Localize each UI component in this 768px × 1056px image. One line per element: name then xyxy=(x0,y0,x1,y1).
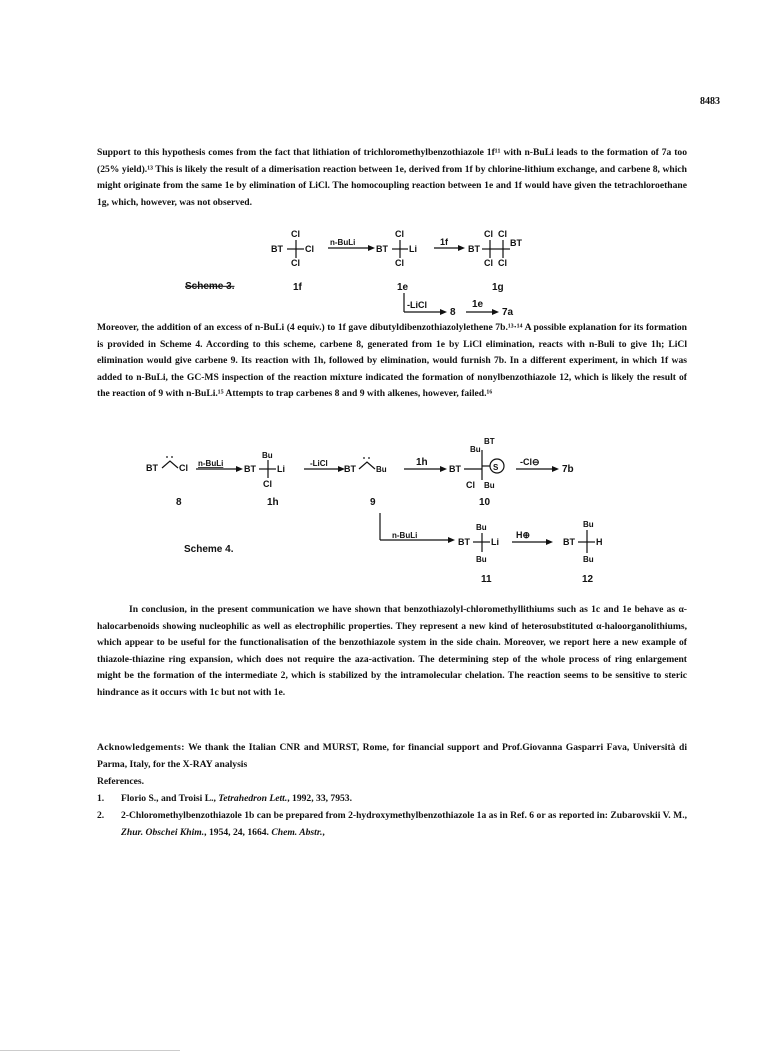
reference-text: Florio S., and Troisi L., Tetrahedron Lett., 1992, 33, 7953. xyxy=(121,793,352,804)
atom-li: Li xyxy=(491,537,499,547)
atom-h: H xyxy=(596,537,603,547)
reference-number: 1. xyxy=(97,793,105,804)
atom-cl: Cl xyxy=(466,480,475,490)
atom-cl: Cl xyxy=(498,258,507,268)
atom-cl: Cl xyxy=(291,229,300,239)
reference-2 xyxy=(97,808,687,842)
atom-cl: Cl xyxy=(484,258,493,268)
atom-cl: Cl xyxy=(395,229,404,239)
label-7b: 7b xyxy=(562,464,574,475)
atom-bt: BT xyxy=(344,464,356,474)
atom-cl: Cl xyxy=(179,463,188,473)
label-11: 11 xyxy=(481,574,492,585)
group-bu: Bu xyxy=(376,465,387,474)
atom-bt: BT xyxy=(244,464,256,474)
acknowledgements-text: We thank the Italian CNR and MURST, Rome, for financial support and Prof.Giovanna Gasparri Fava, Università di Parma, Italy, for the X-RAY analysis xyxy=(97,742,687,770)
bottom-rule xyxy=(0,1050,180,1051)
group-bu: Bu xyxy=(470,445,481,454)
reference-1 xyxy=(97,791,687,808)
label-1f: 1f xyxy=(293,282,302,293)
arrow-h-plus xyxy=(512,530,553,545)
atom-cl: Cl xyxy=(484,229,493,239)
arrow-n-buli xyxy=(196,459,243,472)
atom-cl: Cl xyxy=(263,479,272,489)
label-10: 10 xyxy=(479,497,491,508)
group-bu: Bu xyxy=(476,523,487,532)
label-8: 8 xyxy=(176,497,182,508)
acknowledgements xyxy=(97,740,687,773)
arrow-label: 1f xyxy=(440,237,449,247)
atom-bt: BT xyxy=(271,244,283,254)
label-1h: 1h xyxy=(267,497,279,508)
compound-9 xyxy=(344,457,387,508)
branch-label: n-BuLi xyxy=(392,531,418,540)
label-9: 9 xyxy=(370,497,376,508)
paragraph-hypothesis: Support to this hypothesis comes from the fact that lithiation of trichloromethylbenzothiazole 1f¹¹ with n-BuLi leads to the formation of 7a too (25% yield).¹³ This is likely the result of a dimerisation reaction between 1e, derived from 1f by chlorine-lithium exchange, and carbene 8, which might originate from the same 1e by elimination of LiCl. The homocoupling reaction between 1e and 1f would have given the tetrachloroethane 1g, which, however, was not observed. xyxy=(97,147,687,208)
group-bu: Bu xyxy=(476,555,487,564)
label-1g: 1g xyxy=(492,282,504,293)
arrow-label: H⊕ xyxy=(516,530,531,540)
atom-s: S xyxy=(493,463,499,472)
group-bu: Bu xyxy=(583,520,594,529)
arrow-label: 1h xyxy=(416,457,428,468)
label-8: 8 xyxy=(450,307,456,318)
group-bu: Bu xyxy=(262,451,273,460)
atom-bt: BT xyxy=(468,244,480,254)
atom-bt: BT xyxy=(458,537,470,547)
atom-cl: Cl xyxy=(291,258,300,268)
atom-cl: Cl xyxy=(498,229,507,239)
page-number: 8483 xyxy=(700,96,720,107)
arrow-label: -LiCl xyxy=(310,459,328,468)
atom-bt: BT xyxy=(510,238,522,248)
reference-text: 2-Chloromethylbenzothiazole 1b can be prepared from 2-hydroxymethylbenzothiazole 1a as in Ref. 6 or as reported in: Zubarovskii V. M., Zhur. Obschei Khim., 1954, 24, 1664. Chem. Abstr., xyxy=(121,810,687,838)
arrow-label: 1e xyxy=(472,299,484,310)
compound-11 xyxy=(458,523,499,585)
arrow-label: -Cl⊖ xyxy=(520,457,540,467)
group-bu: Bu xyxy=(583,555,594,564)
reference-number: 2. xyxy=(97,810,105,821)
branch-label: -LiCl xyxy=(407,300,427,310)
group-bu: Bu xyxy=(484,481,495,490)
scheme-3-label: Scheme 3. xyxy=(185,281,235,292)
compound-8 xyxy=(146,456,188,508)
paragraph-moreover: Moreover, the addition of an excess of n-BuLi (4 equiv.) to 1f gave dibutyldibenzothiazolylethene 7b.¹³·¹⁴ A possible explanation for its formation is provided in Scheme 4. According to this scheme, carbene 8, generated from 1e by LiCl elimination, reacts with n-Buli to give 1h; LiCl elimination would give carbene 9. Its reaction with 1h, followed by elimination, would furnish 7b. In a different experiment, in which 1f was added to n-BuLi, the GC-MS inspection of the reaction mixture indicated the formation of nonylbenzothiazole 12, which is likely the result of the reaction of 9 with n-BuLi.¹⁵ Attempts to trap carbenes 8 and 9 with alkenes, however, failed.¹⁶ xyxy=(97,322,687,400)
label-12: 12 xyxy=(582,574,594,585)
paragraph-conclusion: In conclusion, in the present communication we have shown that benzothiazolyl-chloromethyllithiums such as 1c and 1e behave as α-halocarbenoids showing nucleophilic as well as electrophilic properties. They represent a new kind of heterosubstituted α-haloorganolithiums, which appear to be useful for the functionalisation of the benzothiazole system in the side chain. Moreover, we report here a new example of thiazole-thiazine ring expansion, which does not require the aza-activation. The determining step of the whole process of ring enlargement might be the formation of the intermediate 2, which is stabilized by the intramolecular chelation. The reaction seems to be sensitive to steric hindrance as it occurs with 1c but not with 1e. xyxy=(97,604,687,698)
atom-cl: Cl xyxy=(395,258,404,268)
branch-n-buli xyxy=(380,513,455,543)
atom-bt: BT xyxy=(563,537,575,547)
arrow-label: n-BuLi xyxy=(198,459,224,468)
acknowledgements-heading: Acknowledgements: xyxy=(97,742,185,753)
atom-li: Li xyxy=(277,464,285,474)
label-1e: 1e xyxy=(397,282,409,293)
arrow-1h xyxy=(404,457,447,472)
atom-bt: BT xyxy=(376,244,388,254)
compound-10 xyxy=(449,437,504,508)
compound-1h xyxy=(244,451,285,508)
scheme-4-label: Scheme 4. xyxy=(184,544,234,555)
arrow-cl-minus xyxy=(516,457,574,475)
atom-cl: Cl xyxy=(305,244,314,254)
atom-bt: BT xyxy=(449,464,461,474)
arrow-licl xyxy=(304,459,345,472)
arrow-label: n-BuLi xyxy=(330,238,356,247)
atom-li: Li xyxy=(409,244,417,254)
compound-12 xyxy=(563,520,603,585)
atom-bt: BT xyxy=(484,437,495,446)
references-heading: References. xyxy=(97,776,144,787)
atom-bt: BT xyxy=(146,463,158,473)
label-7a: 7a xyxy=(502,307,514,318)
